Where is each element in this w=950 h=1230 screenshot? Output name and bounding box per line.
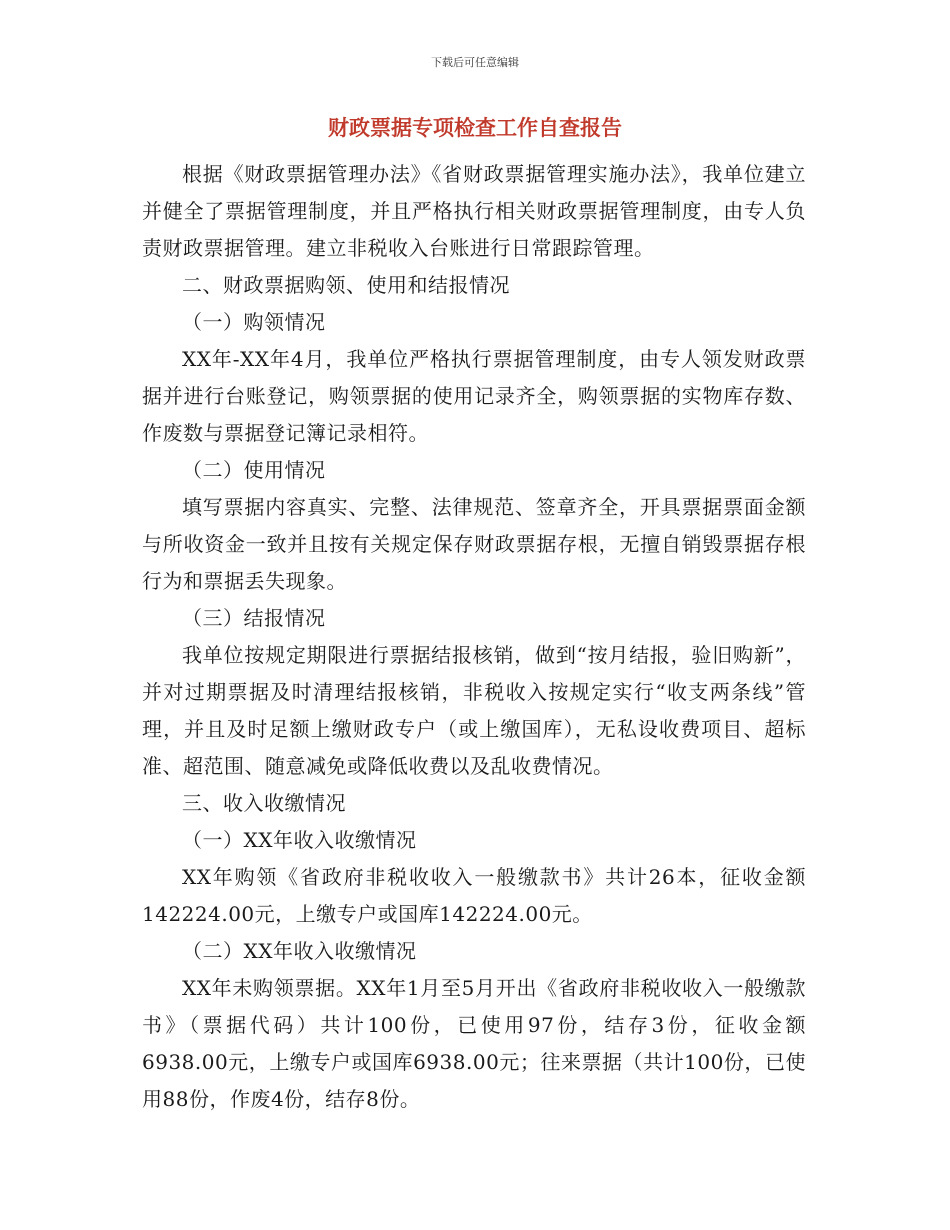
- page-header-note: 下载后可任意编辑: [431, 56, 519, 69]
- subheading-settlement: （三）结报情况: [182, 606, 326, 630]
- paragraph-purchase: XX年-XX年4月，我单位严格执行票据管理制度，由专人领发财政票据并进行台账登记，购领票据的使用记录齐全，购领票据的实物库存数、作废数与票据登记簿记录相符。: [142, 347, 806, 445]
- paragraph-usage: 填写票据内容真实、完整、法律规范、签章齐全，开具票据票面金额与所收资金一致并且按有关规定保存财政票据存根，无擅自销毁票据存根行为和票据丢失现象。: [142, 495, 806, 593]
- document-body: [142, 156, 806, 1118]
- subheading-usage: （二）使用情况: [182, 458, 326, 482]
- paragraph-settlement: 我单位按规定期限进行票据结报核销，做到“按月结报，验旧购新”，并对过期票据及时清理结报核销，非税收入按规定实行“收支两条线”管理，并且及时足额上缴财政专户（或上缴国库），无私设收费项目、超标准、超范围、随意减免或降低收费以及乱收费情况。: [142, 643, 806, 778]
- paragraph-income-year-2: XX年未购领票据。XX年1月至5月开出《省政府非税收收入一般缴款书》（票据代码）共计100份，已使用97份，结存3份，征收金额6938.00元，上缴专户或国库6938.00元；往来票据（共计100份，已使用88份，作废4份，结存8份。: [142, 976, 806, 1111]
- document-title: 财政票据专项检查工作自查报告: [328, 116, 622, 140]
- paragraph-intro: 根据《财政票据管理办法》《省财政票据管理实施办法》，我单位建立并健全了票据管理制度，并且严格执行相关财政票据管理制度，由专人负责财政票据管理。建立非税收入台账进行日常跟踪管理。: [142, 162, 806, 260]
- subheading-income-year-1: （一）XX年收入收缴情况: [182, 828, 417, 852]
- paragraph-income-year-1: XX年购领《省政府非税收收入一般缴款书》共计26本，征收金额142224.00元，上缴专户或国库142224.00元。: [142, 865, 806, 926]
- subheading-income-year-2: （二）XX年收入收缴情况: [182, 939, 417, 963]
- section-heading-3: 三、收入收缴情况: [182, 791, 346, 815]
- section-heading-2: 二、财政票据购领、使用和结报情况: [182, 273, 510, 297]
- subheading-purchase: （一）购领情况: [182, 310, 326, 334]
